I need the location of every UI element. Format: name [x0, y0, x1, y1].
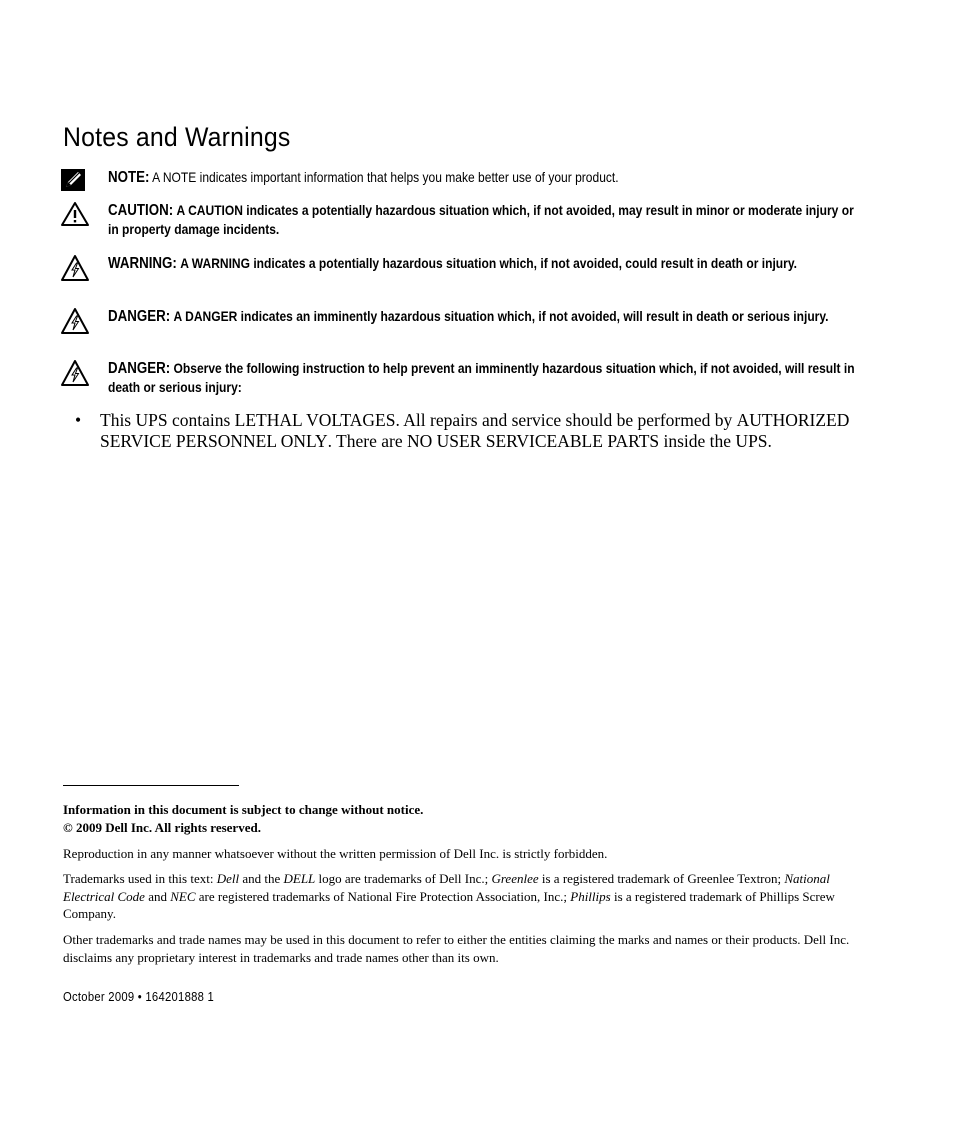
note-body: A NOTE indicates important information that helps you make better use of your product.: [152, 169, 619, 185]
copyright: © 2009 Dell Inc. All rights reserved.: [63, 819, 261, 835]
caution-text: [108, 201, 856, 239]
legal-notice: [63, 801, 863, 836]
trademark-nec-full: National Electrical Code: [63, 871, 830, 904]
caution-triangle-icon: [60, 201, 90, 229]
bullet-text-part: This UPS contains: [100, 410, 235, 430]
bullet-symbol: •: [75, 410, 82, 430]
trademark-text: are registered trademarks of National Fire Protection Association, Inc.;: [195, 888, 571, 904]
danger-label-2: DANGER:: [108, 360, 171, 377]
trademark-text: is a registered trademark of Phillips Screw Company.: [63, 888, 835, 921]
other-trademarks-notice: Other trademarks and trade names may be used in this document to refer to either the entities claiming the marks and names or their products. Dell Inc. disclaims any proprietary interest in trademarks and trade names other than its own.: [63, 932, 850, 965]
warning-lightning-icon: [60, 254, 90, 282]
trademark-notice: [63, 870, 863, 923]
caution-body: A CAUTION indicates a potentially hazardous situation which, if not avoided, may result in minor or moderate injury or in property damage incidents.: [108, 202, 854, 237]
trademark-text: is a registered trademark of Greenlee Textron;: [538, 871, 785, 886]
bullet-text-part: . There are: [327, 431, 407, 451]
trademark-phillips: Phillips: [570, 888, 611, 904]
bullet-text-part: . All repairs and service should be performed by: [395, 410, 737, 430]
note-text: [108, 168, 856, 187]
authorized-personnel-emphasis: AUTHORIZED SERVICE PERSONNEL ONLY: [100, 410, 850, 451]
bullet-text-part: inside the UPS.: [659, 431, 772, 451]
danger-body-2: Observe the following instruction to help prevent an imminently hazardous situation which, if not avoided, will result in death or serious injury:: [108, 360, 855, 395]
warning-text: [108, 254, 856, 273]
change-notice: Information in this document is subject to change without notice.: [63, 802, 424, 817]
trademark-text: Trademarks used in this text:: [63, 871, 217, 886]
no-user-parts-emphasis: NO USER SERVICEABLE PARTS: [406, 431, 660, 451]
danger-label-1: DANGER:: [108, 308, 171, 325]
trademark-nec: NEC: [170, 888, 196, 904]
document-footer: October 2009 • 164201888 1: [63, 990, 215, 1004]
trademark-dell: Dell: [216, 871, 240, 886]
trademark-dell-logo: DELL: [283, 871, 316, 886]
note-label: NOTE:: [108, 169, 150, 186]
reproduction-notice: Reproduction in any manner whatsoever without the written permission of Dell Inc. is strictly forbidden.: [63, 846, 608, 861]
danger-lightning-icon: [60, 307, 90, 335]
trademark-text: logo are trademarks of Dell Inc.;: [315, 871, 492, 886]
danger-text-2: [108, 359, 856, 397]
danger-body-1: A DANGER indicates an imminently hazardous situation which, if not avoided, will result in death or serious injury.: [173, 308, 829, 324]
footnote-divider: [63, 785, 239, 786]
caution-label: CAUTION:: [108, 202, 174, 219]
warning-body: A WARNING indicates a potentially hazardous situation which, if not avoided, could result in death or injury.: [180, 255, 797, 271]
lethal-voltages-emphasis: LETHAL VOLTAGES: [234, 410, 396, 430]
trademark-text: and: [144, 888, 171, 904]
warning-label: WARNING:: [108, 255, 177, 272]
trademark-text: and the: [239, 871, 284, 886]
note-pencil-icon: [60, 168, 90, 196]
danger-lightning-icon: [60, 359, 90, 387]
danger-text-1: [108, 307, 856, 326]
trademark-greenlee: Greenlee: [491, 871, 539, 886]
bullet-text: [100, 410, 860, 452]
page-title: Notes and Warnings: [63, 122, 291, 152]
